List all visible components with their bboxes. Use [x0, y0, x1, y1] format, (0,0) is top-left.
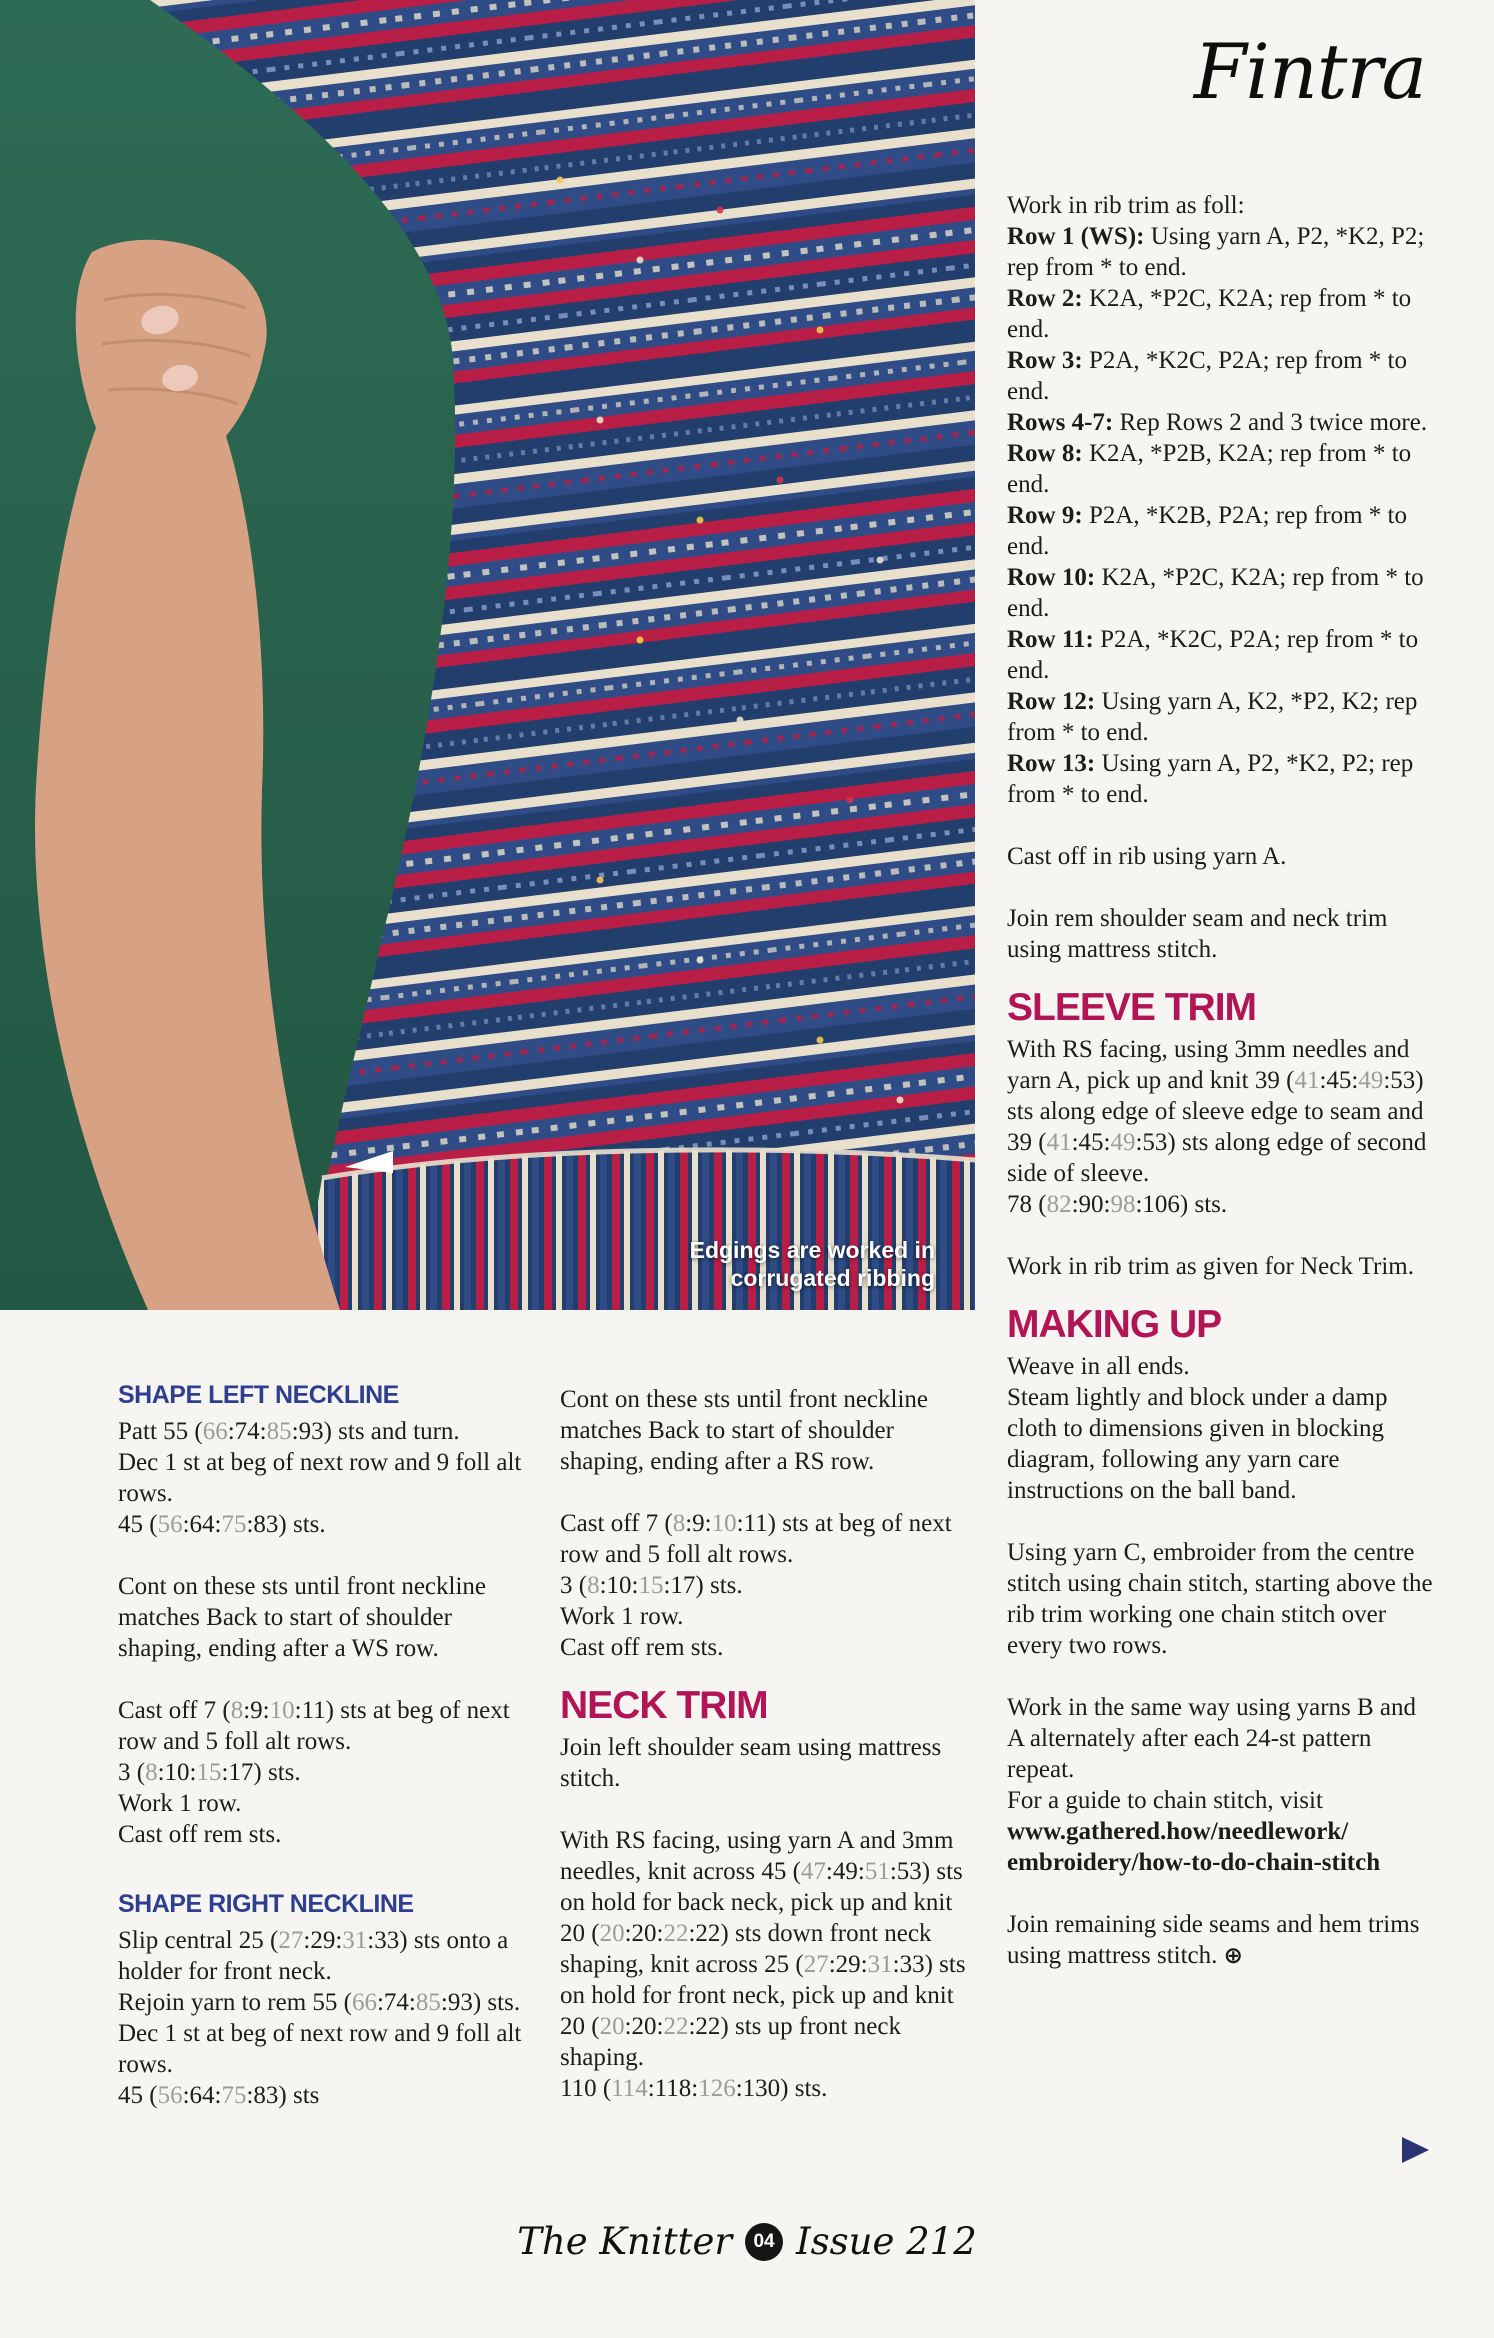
pattern-paragraph: Patt 55 (66:74:85:93) sts and turn. — [118, 1418, 460, 1445]
pattern-paragraph: Join rem shoulder seam and neck trim using mattress stitch. — [1007, 905, 1388, 963]
photo-caption — [690, 1236, 935, 1292]
pattern-paragraph: Row 8: K2A, *P2B, K2A; rep from * to end. — [1007, 440, 1412, 498]
pattern-paragraph: For a guide to chain stitch, visit — [1007, 1787, 1323, 1814]
pattern-paragraph: Work 1 row. — [118, 1790, 242, 1817]
pattern-paragraph: Cont on these sts until front neckline matches Back to start of shoulder shaping, ending after a WS row. — [118, 1573, 487, 1662]
paragraph-spacer — [1007, 1661, 1433, 1692]
page-title: Fintra — [1193, 27, 1426, 116]
pattern-paragraph: Dec 1 st at beg of next row and 9 foll alt rows. — [118, 1449, 522, 1507]
column-right — [1007, 190, 1433, 1972]
paragraph-spacer — [118, 1540, 532, 1571]
pattern-paragraph: Cont on these sts until front neckline matches Back to start of shoulder shaping, ending after a RS row. — [560, 1386, 929, 1475]
pattern-paragraph: Work in rib trim as foll: — [1007, 192, 1245, 219]
section-heading: NECK TRIM — [560, 1684, 768, 1727]
pattern-paragraph: Rejoin yarn to rem 55 (66:74:85:93) sts. — [118, 1989, 521, 2016]
paragraph-spacer — [1007, 1506, 1433, 1537]
pattern-paragraph: With RS facing, using yarn A and 3mm needles, knit across 45 (47:49:51:53) sts on hold for back neck, pick up and knit 20 (20:20:22:22) sts down front neck shaping, knit across 25 (27:29:31:33) sts on hold for front neck, pick up and knit 20 (20:20:22:22) sts up front neck shaping. — [560, 1827, 966, 2071]
pattern-paragraph: Dec 1 st at beg of next row and 9 foll alt rows. — [118, 2020, 522, 2078]
pattern-paragraph: 110 (114:118:126:130) sts. — [560, 2075, 828, 2102]
page-footer — [0, 2220, 1494, 2263]
pattern-paragraph: Cast off rem sts. — [118, 1821, 282, 1848]
pattern-paragraph: Cast off 7 (8:9:10:11) sts at beg of next row and 5 foll alt rows. — [118, 1697, 510, 1755]
pattern-paragraph: 3 (8:10:15:17) sts. — [118, 1759, 301, 1786]
paragraph-spacer — [1007, 1220, 1433, 1251]
pattern-paragraph: Using yarn C, embroider from the centre stitch using chain stitch, starting above the rib trim working one chain stitch over every two rows. — [1007, 1539, 1433, 1659]
pattern-paragraph: Slip central 25 (27:29:31:33) sts onto a holder for front neck. — [118, 1927, 509, 1985]
pattern-paragraph: 3 (8:10:15:17) sts. — [560, 1572, 743, 1599]
pattern-paragraph: Row 3: P2A, *K2C, P2A; rep from * to end. — [1007, 347, 1407, 405]
pattern-paragraph: Steam lightly and block under a damp cloth to dimensions given in blocking diagram, following any yarn care instructions on the ball band. — [1007, 1384, 1388, 1504]
pattern-paragraph: 45 (56:64:75:83) sts — [118, 2082, 320, 2109]
next-page-arrow-icon — [1402, 2137, 1429, 2163]
pattern-paragraph: 45 (56:64:75:83) sts. — [118, 1511, 326, 1538]
section-heading: SLEEVE TRIM — [1007, 986, 1257, 1029]
paragraph-spacer — [1007, 1878, 1433, 1909]
pattern-paragraph: www.gathered.how/needlework/ — [1007, 1818, 1349, 1845]
pattern-paragraph: Join left shoulder seam using mattress stitch. — [560, 1734, 942, 1792]
paragraph-spacer — [560, 1794, 966, 1825]
pattern-paragraph: Row 9: P2A, *K2B, P2A; rep from * to end. — [1007, 502, 1407, 560]
pattern-paragraph: 78 (82:90:98:106) sts. — [1007, 1191, 1228, 1218]
column-left — [118, 1382, 532, 2111]
pattern-paragraph: With RS facing, using 3mm needles and yarn A, pick up and knit 39 (41:45:49:53) sts along edge of sleeve edge to seam and 39 (41:45:49:53) sts along edge of second side of sleeve. — [1007, 1036, 1427, 1187]
pattern-paragraph: Cast off 7 (8:9:10:11) sts at beg of next row and 5 foll alt rows. — [560, 1510, 952, 1568]
shape-subheading: SHAPE LEFT NECKLINE — [118, 1381, 399, 1409]
pattern-paragraph: Row 12: Using yarn A, K2, *P2, K2; rep from * to end. — [1007, 688, 1418, 746]
pattern-paragraph: Join remaining side seams and hem trims using mattress stitch. ⊕ — [1007, 1911, 1420, 1969]
pattern-paragraph: Cast off in rib using yarn A. — [1007, 843, 1287, 870]
pattern-paragraph: Weave in all ends. — [1007, 1353, 1190, 1380]
footer-magazine-title: The Knitter — [517, 2220, 733, 2263]
shape-subheading: SHAPE RIGHT NECKLINE — [118, 1890, 414, 1918]
section-heading: MAKING UP — [1007, 1303, 1222, 1346]
pattern-paragraph: Work in the same way using yarns B and A alternately after each 24-st pattern repeat. — [1007, 1694, 1417, 1783]
photo-illustration — [0, 0, 975, 1310]
pattern-photo — [0, 0, 975, 1310]
paragraph-spacer — [560, 1477, 966, 1508]
footer-page-number-badge: 04 — [745, 2223, 783, 2261]
pattern-paragraph: Row 10: K2A, *P2C, K2A; rep from * to end. — [1007, 564, 1424, 622]
paragraph-spacer — [1007, 810, 1433, 841]
pattern-paragraph: Row 2: K2A, *P2C, K2A; rep from * to end. — [1007, 285, 1412, 343]
pattern-paragraph: Work 1 row. — [560, 1603, 684, 1630]
paragraph-spacer — [118, 1850, 532, 1881]
pattern-paragraph: Row 13: Using yarn A, P2, *K2, P2; rep from * to end. — [1007, 750, 1414, 808]
pattern-paragraph: Work in rib trim as given for Neck Trim. — [1007, 1253, 1414, 1280]
column-middle — [560, 1384, 966, 2104]
photo-caption-line: Edgings are worked in — [689, 1237, 935, 1263]
pattern-paragraph: Rows 4-7: Rep Rows 2 and 3 twice more. — [1007, 409, 1428, 436]
pattern-paragraph: embroidery/how-to-do-chain-stitch — [1007, 1849, 1381, 1876]
paragraph-spacer — [118, 1664, 532, 1695]
paragraph-spacer — [1007, 872, 1433, 903]
photo-caption-line: corrugated ribbing — [730, 1265, 935, 1291]
pattern-paragraph: Row 11: P2A, *K2C, P2A; rep from * to end. — [1007, 626, 1419, 684]
footer-issue: Issue 212 — [796, 2220, 977, 2263]
pattern-paragraph: Cast off rem sts. — [560, 1634, 724, 1661]
pattern-paragraph: Row 1 (WS): Using yarn A, P2, *K2, P2; rep from * to end. — [1007, 223, 1425, 281]
